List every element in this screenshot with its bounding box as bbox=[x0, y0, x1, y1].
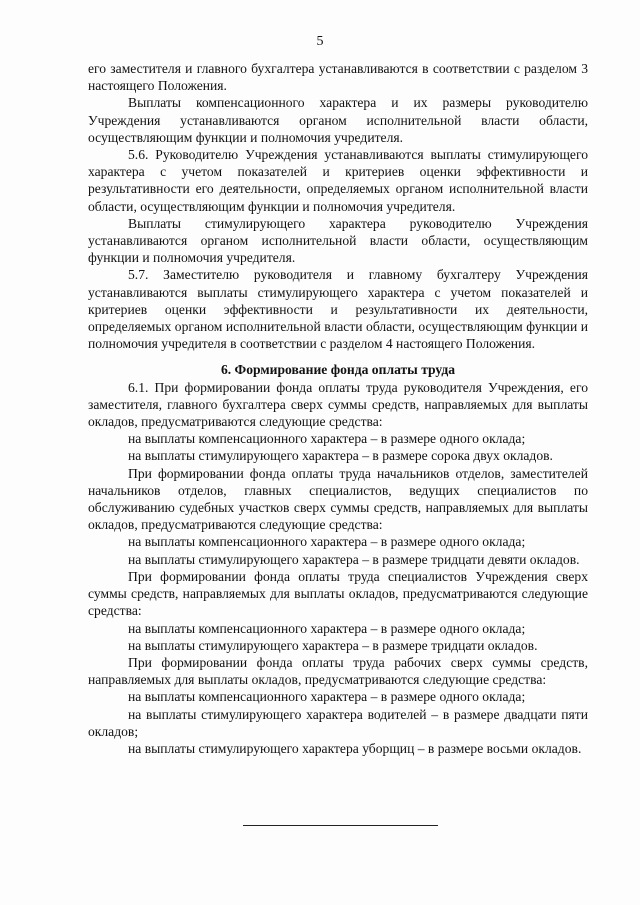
paragraph: 5.7. Заместителю руководителя и главному бухгалтеру Учреждения устанавливаются выплаты стимулирующего характера с учетом показателей и критериев оценки эффективности и результативности их деятельности, определяемых органом исполнительной власти области, осуществляющим функции и полномочия учредителя в соответствии с разделом 4 настоящего Положения. bbox=[88, 267, 588, 352]
list-item: на выплаты стимулирующего характера уборщиц – в размере восьми окладов. bbox=[128, 740, 582, 756]
paragraph: При формировании фонда оплаты труда специалистов Учреждения сверх суммы средств, направляемых для выплаты окладов, предусматриваются следующие средства: bbox=[88, 568, 588, 619]
paragraph: его заместителя и главного бухгалтера устанавливаются в соответствии с разделом 3 настоящего Положения. bbox=[88, 61, 588, 94]
list-item: на выплаты компенсационного характера – в размере одного оклада; bbox=[128, 534, 526, 550]
section-heading: 6. Формирование фонда оплаты труда bbox=[220, 362, 456, 378]
list-item: на выплаты компенсационного характера – в размере одного оклада; bbox=[128, 620, 526, 636]
section-6-body bbox=[88, 379, 588, 757]
paragraph: Выплаты компенсационного характера и их размеры руководителю Учреждения устанавливаются органом исполнительной власти области, осуществляющим функции и полномочия учредителя. bbox=[88, 95, 588, 145]
end-of-text-rule bbox=[243, 825, 438, 826]
list-item: на выплаты стимулирующего характера водителей – в размере двадцати пяти окладов; bbox=[88, 706, 588, 739]
page-number: 5 bbox=[316, 34, 324, 49]
document-body bbox=[88, 60, 588, 757]
paragraph: Выплаты стимулирующего характера руководителю Учреждения устанавливаются органом исполнительной власти области, осуществляющим функции и полномочия учредителя. bbox=[88, 215, 588, 266]
list-item: на выплаты стимулирующего характера – в размере тридцати девяти окладов. bbox=[128, 551, 580, 567]
paragraph: 6.1. При формировании фонда оплаты труда руководителя Учреждения, его заместителя, главного бухгалтера сверх суммы средств, направляемых для выплаты окладов, предусматриваются следующие средства: bbox=[88, 379, 588, 430]
list-item: на выплаты стимулирующего характера – в размере тридцати окладов. bbox=[128, 637, 538, 653]
paragraph: При формировании фонда оплаты труда начальников отделов, заместителей начальников отделов, главных специалистов, ведущих специалистов по обслуживанию судебных участков сверх суммы средств, направляемых для выплаты окладов, предусматриваются следующие средства: bbox=[88, 465, 588, 533]
paragraph: При формировании фонда оплаты труда рабочих сверх суммы средств, направляемых для выплаты окладов, предусматриваются следующие средства: bbox=[88, 654, 588, 688]
list-item: на выплаты компенсационного характера – в размере одного оклада; bbox=[128, 689, 526, 705]
list-item: на выплаты компенсационного характера – в размере одного оклада; bbox=[128, 431, 526, 447]
paragraph: 5.6. Руководителю Учреждения устанавливаются выплаты стимулирующего характера с учетом показателей и критериев оценки эффективности и результативности его деятельности, определяемых органом исполнительной власти области, осуществляющим функции и полномочия учредителя. bbox=[88, 147, 588, 214]
list-item: на выплаты стимулирующего характера – в размере сорока двух окладов. bbox=[128, 448, 553, 464]
section-5-continuation bbox=[88, 60, 588, 352]
